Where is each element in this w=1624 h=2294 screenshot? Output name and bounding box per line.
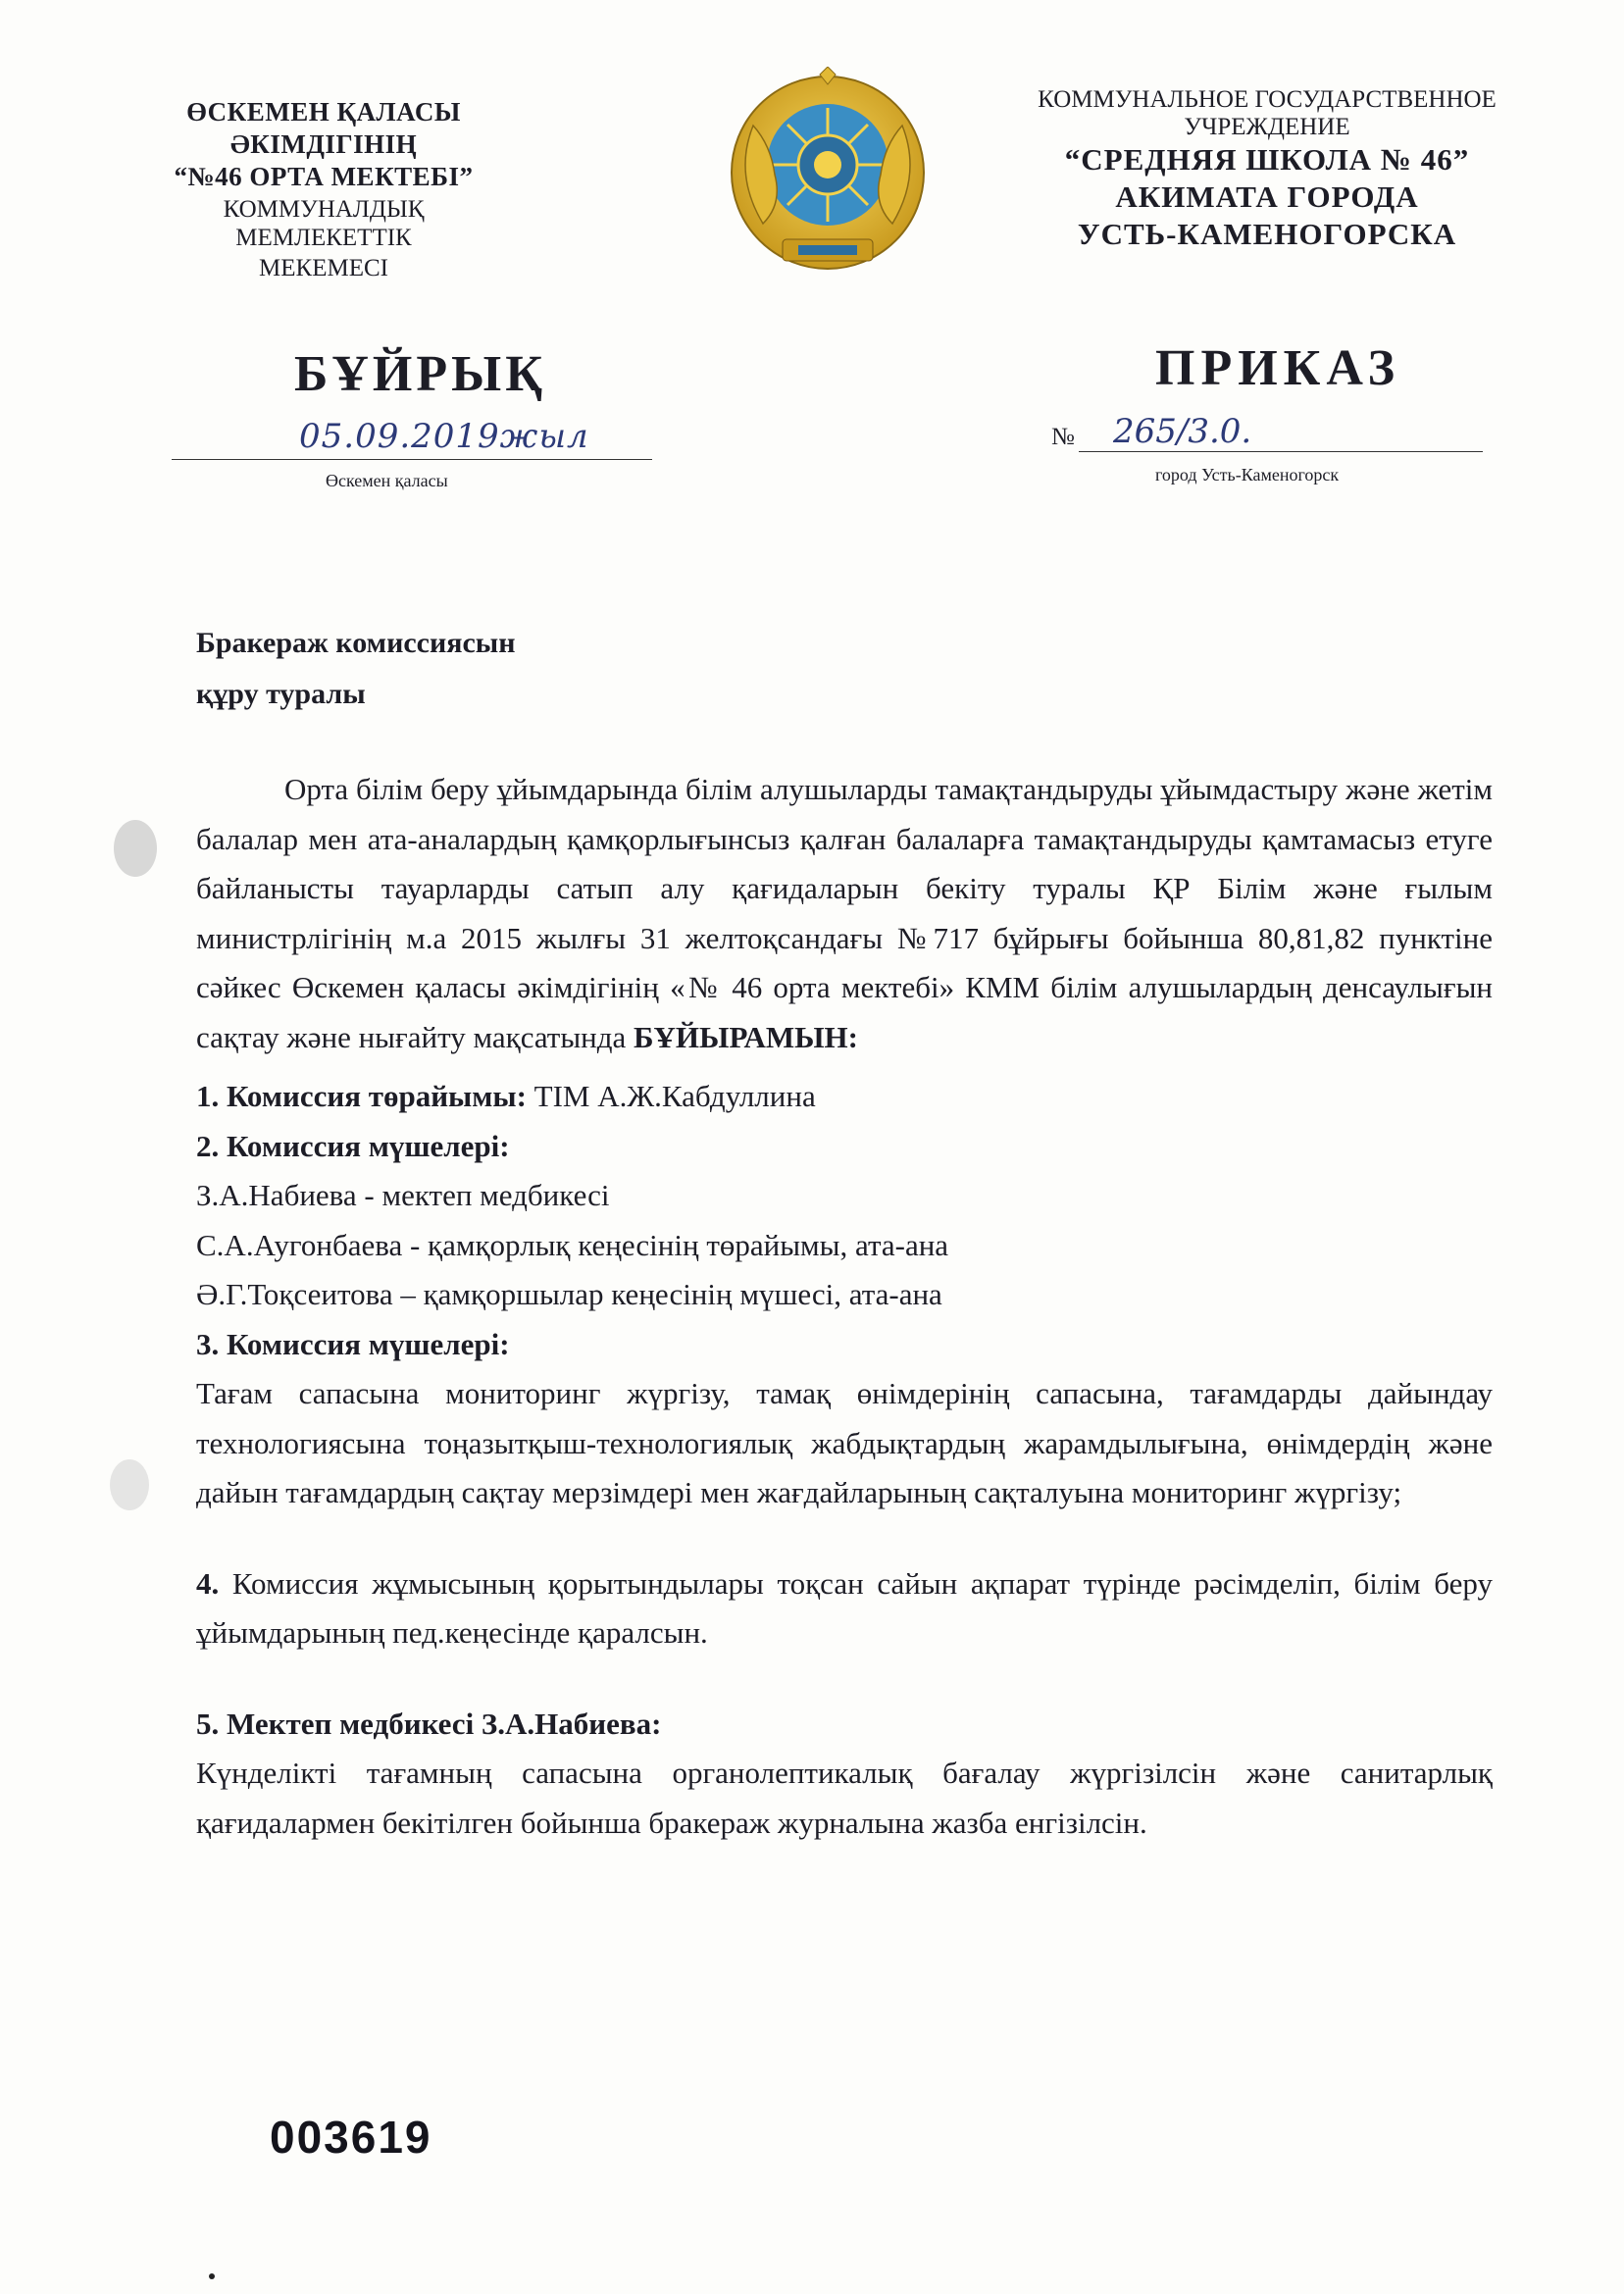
item-4 bbox=[196, 1559, 1493, 1658]
header-right-line: “СРЕДНЯЯ ШКОЛА № 46” bbox=[1064, 142, 1470, 177]
header-left-line: ӨСКЕМЕН ҚАЛАСЫ bbox=[186, 97, 461, 127]
member-line: З.А.Набиева - мектеп медбикесі bbox=[196, 1178, 610, 1212]
header-right-line: АКИМАТА ГОРОДА bbox=[1115, 179, 1419, 214]
item-4-text: Комиссия жұмысының қорытындылары тоқсан сайын ақпарат түрінде рәсімделіп, білім беру ұйымдарының пед.кеңесінде қаралсын. bbox=[196, 1565, 1493, 1650]
subject-line: Бракераж комиссиясын bbox=[196, 627, 516, 659]
order-number-label: № bbox=[1051, 424, 1075, 450]
item-4-num: 4. bbox=[196, 1565, 220, 1601]
form-serial-number: 003619 bbox=[270, 2112, 432, 2163]
date-underline bbox=[172, 459, 652, 460]
item-1-value: ТІМ А.Ж.Кабдуллина bbox=[526, 1079, 816, 1113]
header-right-ru bbox=[992, 86, 1542, 253]
header-left-kz bbox=[167, 96, 481, 282]
order-number-handwritten: 265/3.0. bbox=[1113, 412, 1252, 451]
header-right-sub: УЧРЕЖДЕНИЕ bbox=[1184, 114, 1350, 140]
member-line: Ә.Г.Тоқсеитова – қамқоршылар кеңесінің мүшесі, ата-ана bbox=[196, 1277, 942, 1311]
scan-hole-mark bbox=[114, 820, 157, 877]
header-right-line: УСТЬ-КАМЕНОГОРСКА bbox=[1077, 217, 1457, 251]
order-title-ru: ПРИКАЗ bbox=[1155, 340, 1401, 396]
order-verb: БҰЙЫРАМЫН: bbox=[634, 1019, 858, 1054]
intro-paragraph bbox=[196, 765, 1493, 1062]
order-date-handwritten: 05.09.2019жыл bbox=[299, 417, 589, 456]
city-kz: Өскемен қаласы bbox=[326, 471, 448, 490]
header-left-line: ӘКІМДІГІНІҢ bbox=[229, 129, 418, 159]
kazakhstan-emblem-icon bbox=[724, 67, 932, 286]
number-underline bbox=[1079, 451, 1483, 452]
item-3-label: 3. Комиссия мүшелері: bbox=[196, 1326, 510, 1361]
order-subject bbox=[196, 618, 516, 720]
header-right-sub: КОММУНАЛЬНОЕ ГОСУДАРСТВЕННОЕ bbox=[1038, 86, 1497, 113]
header-left-line: “№46 ОРТА МЕКТЕБІ” bbox=[174, 162, 474, 191]
city-ru: город Усть-Каменогорск bbox=[1155, 465, 1340, 484]
subject-line: құру туралы bbox=[196, 678, 366, 710]
item-2-label: 2. Комиссия мүшелері: bbox=[196, 1128, 510, 1163]
order-title-kz: БҰЙРЫҚ bbox=[294, 346, 546, 402]
order-body bbox=[196, 765, 1493, 1848]
item-5-label: 5. Мектеп медбикесі З.А.Набиева: bbox=[196, 1706, 662, 1741]
scan-speck bbox=[209, 2273, 215, 2279]
item-1-label: 1. Комиссия төрайымы: bbox=[196, 1079, 527, 1113]
scan-hole-mark bbox=[110, 1459, 149, 1510]
header-left-sub: МЕКЕМЕСІ bbox=[259, 255, 388, 281]
item-3-text: Тағам сапасына мониторинг жүргізу, тамақ өнімдерінің сапасына, тағамдарды дайындау технологиясына тоңазытқыш-технологиялық жабдықтардың жарамдылығына, өнімдердің және дайын тағамдардың сақтау мерзімдері мен жағдайларының сақталуына мониторинг жүргізу; bbox=[196, 1376, 1493, 1509]
header-left-sub: КОММУНАЛДЫҚ МЕМЛЕКЕТТІК bbox=[223, 196, 425, 251]
member-line: С.А.Аугонбаева - қамқорлық кеңесінің төрайымы, ата-ана bbox=[196, 1227, 949, 1262]
item-5-text: Күнделікті тағамның сапасына органолептикалық бағалау жүргізілсін және санитарлық қағидалармен бекітілген бойынша бракераж журналына жазба енгізілсін. bbox=[196, 1756, 1493, 1840]
intro-text: Орта білім беру ұйымдарында білім алушыларды тамақтандыруды ұйымдастыру және жетім балалар мен ата-аналардың қамқорлығынсыз қалған балаларға тамақтандыруды қамтамасыз етуге байланысты тауарларды сатып алу қағидаларын бекіту туралы ҚР Білім және ғылым министрлігінің м.а 2015 жылғы 31 желтоқсандағы №717 бұйрығы бойынша 80,81,82 пунктіне сәйкес Өскемен қаласы әкімдігінің «№ 46 орта мектебі» КММ білім алушылардың денсаулығын сақтау және нығайту мақсатында bbox=[196, 772, 1493, 1054]
item-1 bbox=[196, 1072, 1493, 1122]
